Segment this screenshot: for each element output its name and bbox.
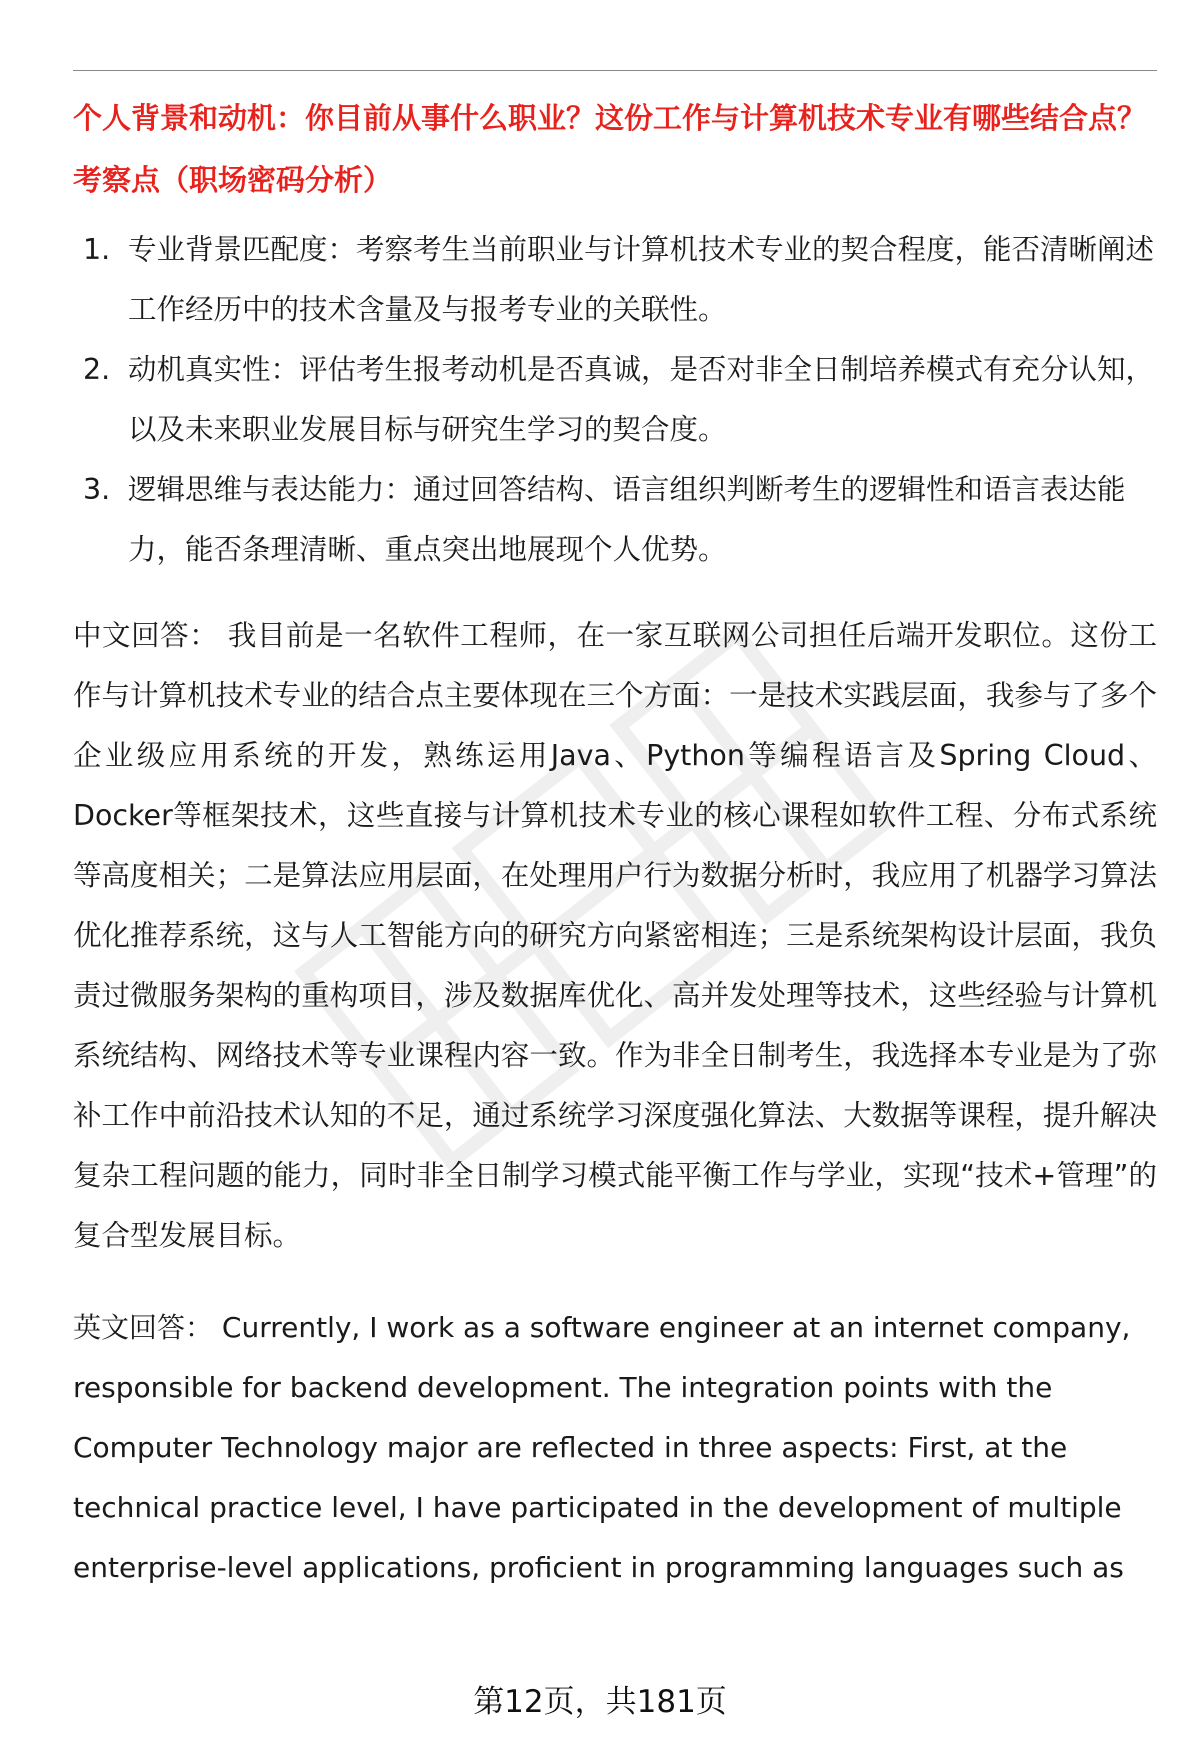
chinese-answer-label: 中文回答： xyxy=(73,619,219,652)
interview-question: 个人背景和动机：你目前从事什么职业？这份工作与计算机技术专业有哪些结合点？ xyxy=(73,101,1147,135)
list-number: 2. xyxy=(83,353,111,386)
list-item-text: 逻辑思维与表达能力：通过回答结构、语言组织判断考生的逻辑性和语言表达能力，能否条理清晰、重点突出地展现个人优势。 xyxy=(128,473,1126,566)
list-item-text: 动机真实性：评估考生报考动机是否真诚，是否对非全日制培养模式有充分认知，以及未来职业发展目标与研究生学习的契合度。 xyxy=(128,353,1155,446)
page-number: 第12页，共181页 xyxy=(473,1684,727,1720)
list-item xyxy=(73,340,1157,460)
chinese-answer xyxy=(73,606,1157,1266)
document-body xyxy=(73,98,1157,1598)
english-answer-text: Currently, I work as a software engineer at an internet company, responsible for backend development. The integration points with the Computer Technology major are reflected in three aspects: First, at the technical practice level, I have participated in the development of multiple enterprise-level applications, proficient in programming languages such as xyxy=(73,1311,1131,1584)
list-number: 3. xyxy=(83,473,111,506)
list-item xyxy=(73,220,1157,340)
english-answer xyxy=(73,1298,1157,1598)
assessment-points-heading: 考察点（职场密码分析） xyxy=(73,163,393,197)
list-item xyxy=(73,460,1157,580)
list-number: 1. xyxy=(83,233,111,266)
chinese-answer-text: 我目前是一名软件工程师，在一家互联网公司担任后端开发职位。这份工作与计算机技术专业的结合点主要体现在三个方面：一是技术实践层面，我参与了多个企业级应用系统的开发，熟练运用Java、Python等编程语言及Spring Cloud、Docker等框架技术，这些直接与计算机技术专业的核心课程如软件工程、分布式系统等高度相关；二是算法应用层面，在处理用户行为数据分析时，我应用了机器学习算法优化推荐系统，这与人工智能方向的研究方向紧密相连；三是系统架构设计层面，我负责过微服务架构的重构项目，涉及数据库优化、高并发处理等技术，这些经验与计算机系统结构、网络技术等专业课程内容一致。作为非全日制考生，我选择本专业是为了弥补工作中前沿技术认知的不足，通过系统学习深度强化算法、大数据等课程，提升解决复杂工程问题的能力，同时非全日制学习模式能平衡工作与学业，实现“技术+管理”的复合型发展目标。 xyxy=(73,619,1157,1252)
english-answer-label: 英文回答： xyxy=(73,1311,214,1344)
assessment-points-list xyxy=(73,220,1157,580)
list-item-text: 专业背景匹配度：考察考生当前职业与计算机技术专业的契合程度，能否清晰阐述工作经历中的技术含量及与报考专业的关联性。 xyxy=(128,233,1155,326)
header-divider xyxy=(73,70,1157,71)
